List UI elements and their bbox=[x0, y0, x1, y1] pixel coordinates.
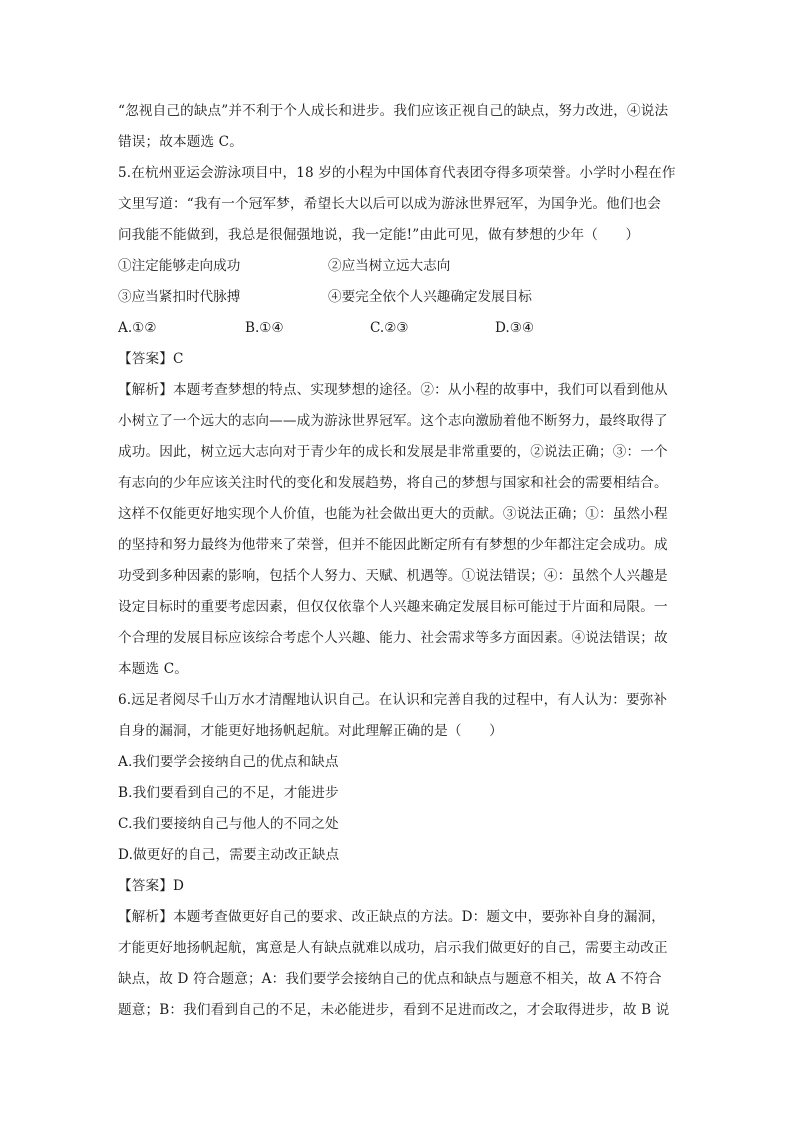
intro-line: 错误；故本题选 C。 bbox=[118, 134, 243, 150]
q5-choice-b: B.①④ bbox=[245, 320, 284, 336]
q5-analysis-line: 本题选 C。 bbox=[118, 661, 188, 677]
q5-analysis-line: 成功。因此，树立远大志向对于青少年的成长和发展是非常重要的，②说法正确；③：一个 bbox=[118, 444, 668, 460]
q5-analysis-line: 功受到多种因素的影响，包括个人努力、天赋、机遇等。①说法错误；④：虽然个人兴趣是 bbox=[118, 568, 668, 584]
q5-analysis-line: 设定目标时的重要考虑因素，但仅仅依靠个人兴趣来确定发展目标可能过于片面和局限。一 bbox=[118, 599, 668, 615]
q5-statement: ③应当紧扣时代脉搏 bbox=[118, 289, 241, 305]
intro-line: “忽视自己的缺点”并不利于个人成长和进步。我们应该正视自己的缺点，努力改进，④说法 bbox=[118, 103, 669, 119]
q5-answer: 【答案】C bbox=[118, 351, 184, 367]
q6-analysis-line: 【解析】本题考查做更好自己的要求、改正缺点的方法。D：题文中，要弥补自身的漏洞， bbox=[118, 909, 666, 925]
q5-choice-a: A.①② bbox=[118, 320, 157, 336]
q5-choice-c: C.②③ bbox=[370, 320, 409, 336]
q6-analysis-line: 才能更好地扬帆起航，寓意是人有缺点就难以成功，启示我们做更好的自己，需要主动改正 bbox=[118, 940, 668, 956]
q5-analysis-line: 小树立了一个远大的志向——成为游泳世界冠军。这个志向激励着他不断努力，最终取得了 bbox=[118, 413, 668, 429]
q6-answer: 【答案】D bbox=[118, 878, 185, 894]
q5-statement-row bbox=[118, 282, 678, 313]
q5-choice-row bbox=[118, 313, 678, 344]
q6-stem-line: 6.远足者阅尽千山万水才清醒地认识自己。在认识和完善自我的过程中，有人认为：要弥补 bbox=[118, 692, 668, 708]
q5-statement: ④要完全依个人兴趣确定发展目标 bbox=[328, 289, 532, 305]
document-page bbox=[118, 96, 678, 1026]
q6-choice-c: C.我们要接纳自己与他人的不同之处 bbox=[118, 816, 339, 832]
q6-stem-line: 自身的漏洞，才能更好地扬帆起航。对此理解正确的是（ ） bbox=[118, 723, 503, 739]
q6-choice-d: D.做更好的自己，需要主动改正缺点 bbox=[118, 847, 340, 863]
q5-stem-line: 文里写道：“我有一个冠军梦，希望长大以后可以成为游泳世界冠军，为国争光。他们也会 bbox=[118, 196, 662, 212]
q5-statement-row bbox=[118, 251, 678, 282]
q5-analysis-line: 这样不仅能更好地实现个人价值，也能为社会做出更大的贡献。③说法正确；①：虽然小程 bbox=[118, 506, 668, 522]
q5-analysis-line: 的坚持和努力最终为他带来了荣誉，但并不能因此断定所有有梦想的少年都注定会成功。成 bbox=[118, 537, 668, 553]
q5-analysis-line: 个合理的发展目标应该综合考虑个人兴趣、能力、社会需求等多方面因素。④说法错误；故 bbox=[118, 630, 668, 646]
q6-analysis-line: 缺点，故 D 符合题意；A：我们要学会接纳自己的优点和缺点与题意不相关，故 A 不符合 bbox=[118, 971, 662, 987]
q6-choice-a: A.我们要学会接纳自己的优点和缺点 bbox=[118, 754, 339, 770]
q5-choice-d: D.③④ bbox=[495, 320, 535, 336]
q5-analysis-line: 【解析】本题考查梦想的特点、实现梦想的途径。②：从小程的故事中，我们可以看到他从 bbox=[118, 382, 668, 398]
q5-statement: ②应当树立远大志向 bbox=[328, 258, 451, 274]
q5-stem-line: 5.在杭州亚运会游泳项目中，18 岁的小程为中国体育代表团夺得多项荣誉。小学时小程在作 bbox=[118, 165, 676, 181]
q5-stem-line: 问我能不能做到，我总是很倔强地说，我一定能!”由此可见，做有梦想的少年（ ） bbox=[118, 227, 640, 243]
q6-analysis-line: 题意；B：我们看到自己的不足，未必能进步，看到不足进而改之，才会取得进步，故 B 说 bbox=[118, 1002, 670, 1018]
q6-choice-b: B.我们要看到自己的不足，才能进步 bbox=[118, 785, 339, 801]
q5-analysis-line: 有志向的少年应该关注时代的变化和发展趋势，将自己的梦想与国家和社会的需要相结合。 bbox=[118, 475, 668, 491]
q5-statement: ①注定能够走向成功 bbox=[118, 258, 241, 274]
